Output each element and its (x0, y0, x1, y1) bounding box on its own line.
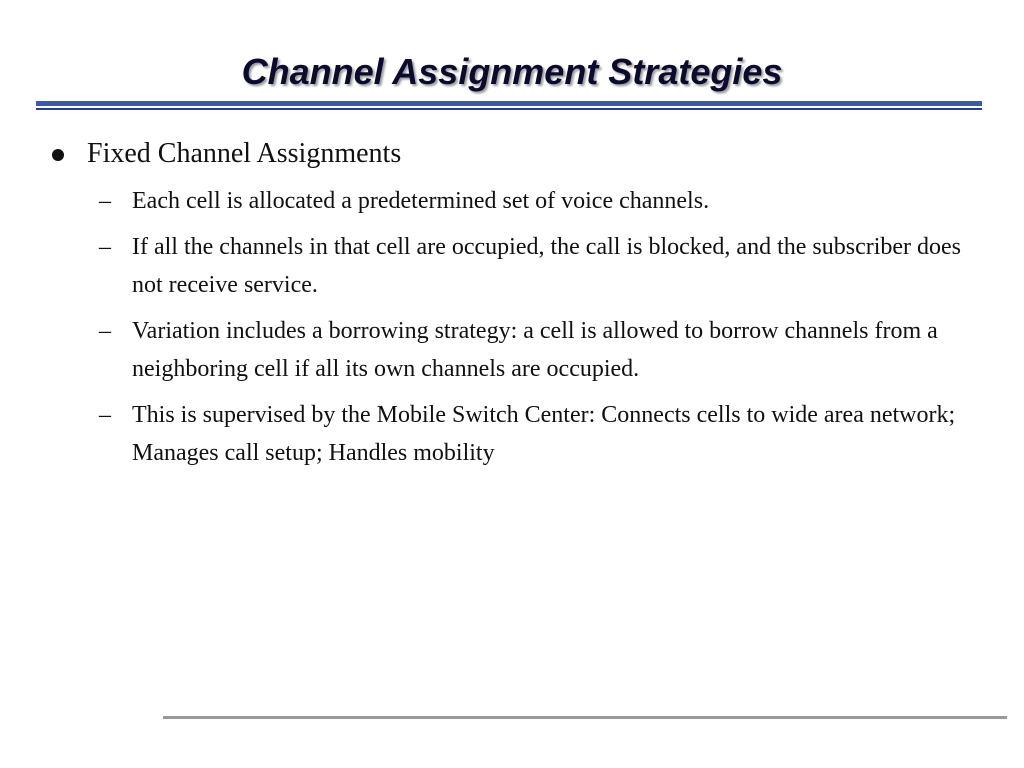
title-divider (36, 101, 982, 111)
sub-bullet-item (99, 228, 982, 304)
sub-bullet-text: Each cell is allocated a predetermined set of voice channels. (132, 188, 710, 214)
sub-bullet-item (99, 182, 982, 220)
bullet-dot-icon (52, 149, 64, 161)
bullet-text: Fixed Channel Assignments (87, 138, 402, 169)
bullet-item (87, 136, 977, 172)
footer-divider (163, 716, 1007, 719)
sub-bullet-marker: – (99, 318, 111, 344)
sub-bullet-text: This is supervised by the Mobile Switch Center: Connects cells to wide area network; Manages call setup; Handles mobility (132, 402, 956, 466)
slide-body (0, 136, 1024, 480)
slide-title: Channel Assignment Strategies (241, 51, 783, 92)
sub-bullet-text: If all the channels in that cell are occupied, the call is blocked, and the subscriber does not receive service. (132, 234, 962, 298)
sub-bullet-marker: – (99, 234, 111, 260)
sub-bullet-item (99, 312, 982, 388)
sub-bullet-item (99, 396, 982, 472)
title-divider-thick (36, 101, 982, 106)
sub-bullet-marker: – (99, 188, 111, 214)
title-divider-thin (36, 108, 982, 110)
sub-bullet-marker: – (99, 402, 111, 428)
sub-bullet-text: Variation includes a borrowing strategy: a cell is allowed to borrow channels from a neighboring cell if all its own channels are occupied. (132, 318, 938, 382)
